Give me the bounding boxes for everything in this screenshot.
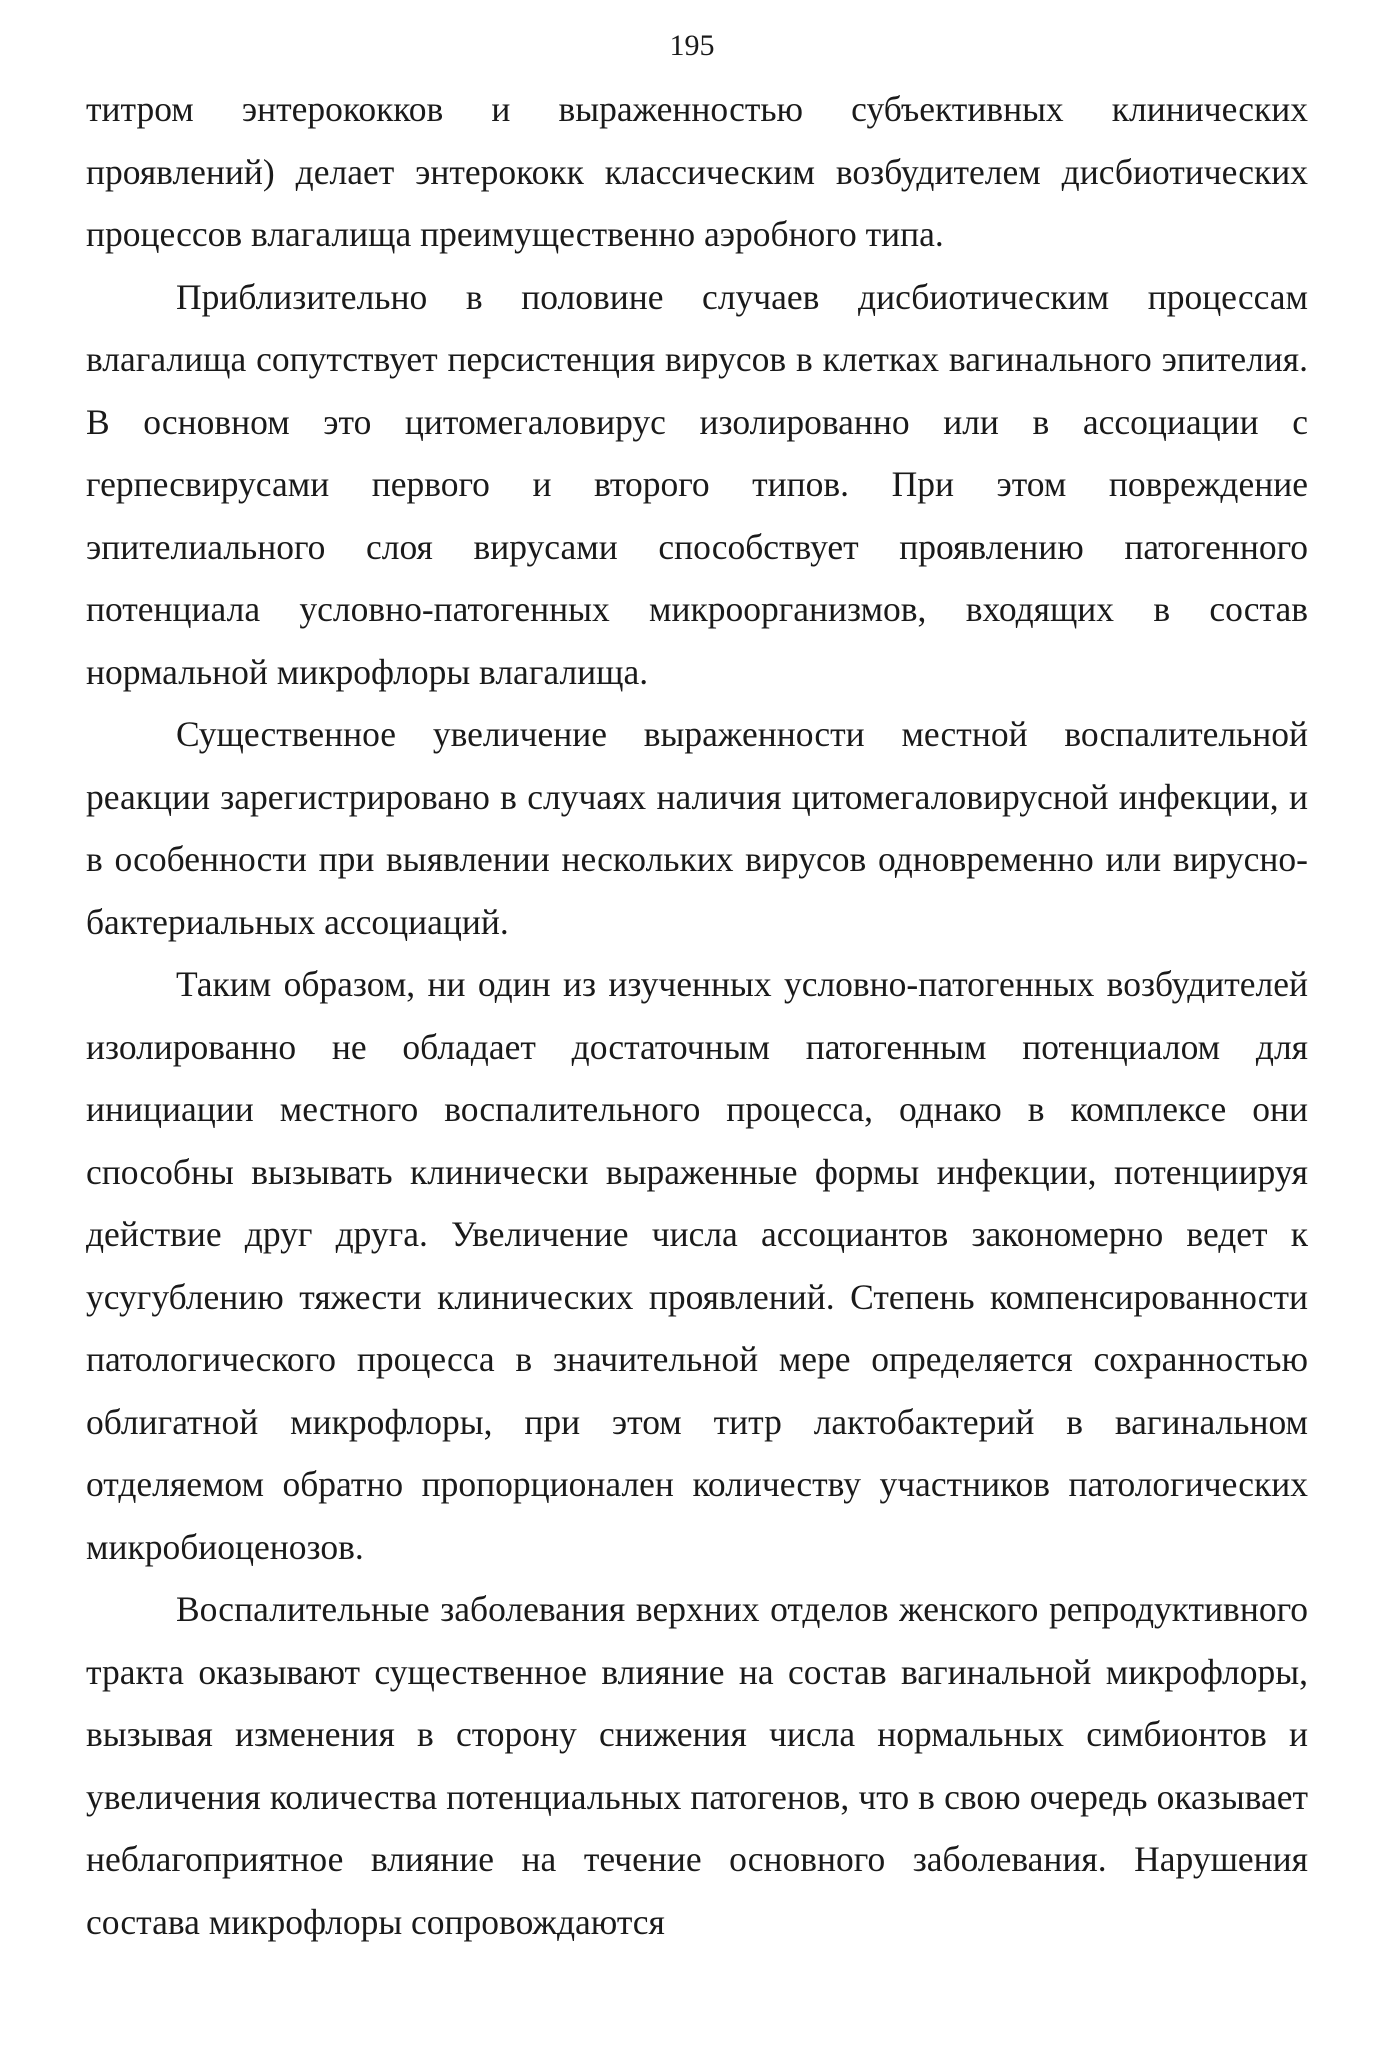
paragraph-4: Таким образом, ни один из изученных условно-патогенных возбудителей изолированно не обладает достаточным патогенным потенциалом для инициации местного воспалительного процесса, однако в комплексе они способны вызывать клинически выраженные формы инфекции, потенциируя действие друг друга. Увеличение числа ассоциантов закономерно ведет к усугублению тяжести клинических проявлений. Степень компенсированности патологического процесса в значительной мере определяется сохранностью облигатной микрофлоры, при этом титр лактобактерий в вагинальном отделяемом обратно пропорционален количеству участников патологических микробиоценозов. bbox=[86, 964, 1308, 1567]
paragraph-1: титром энтерококков и выраженностью субъективных клинических проявлений) делает энтерококк классическим возбудителем дисбиотических процессов влагалища преимущественно аэробного типа. bbox=[86, 89, 1308, 254]
paragraph-3: Существенное увеличение выраженности местной воспалительной реакции зарегистрировано в случаях наличия цитомегаловирусной инфекции, и в особенности при выявлении нескольких вирусов одновременно или вирусно-бактериальных ассоциаций. bbox=[86, 714, 1308, 942]
paragraph-2: Приблизительно в половине случаев дисбиотическим процессам влагалища сопутствует персистенция вирусов в клетках вагинального эпителия. В основном это цитомегаловирус изолированно или в ассоциации с герпесвирусами первого и второго типов. При этом повреждение эпителиального слоя вирусами способствует проявлению патогенного потенциала условно-патогенных микроорганизмов, входящих в состав нормальной микрофлоры влагалища. bbox=[86, 276, 1308, 692]
page-number: 195 bbox=[669, 29, 715, 62]
document-body bbox=[86, 78, 1308, 1953]
paragraph-5: Воспалительные заболевания верхних отделов женского репродуктивного тракта оказывают существенное влияние на состав вагинальной микрофлоры, вызывая изменения в сторону снижения числа нормальных симбионтов и увеличения количества потенциальных патогенов, что в свою очередь оказывает неблагоприятное влияние на течение основного заболевания. Нарушения состава микрофлоры сопровождаются bbox=[86, 1589, 1308, 1942]
